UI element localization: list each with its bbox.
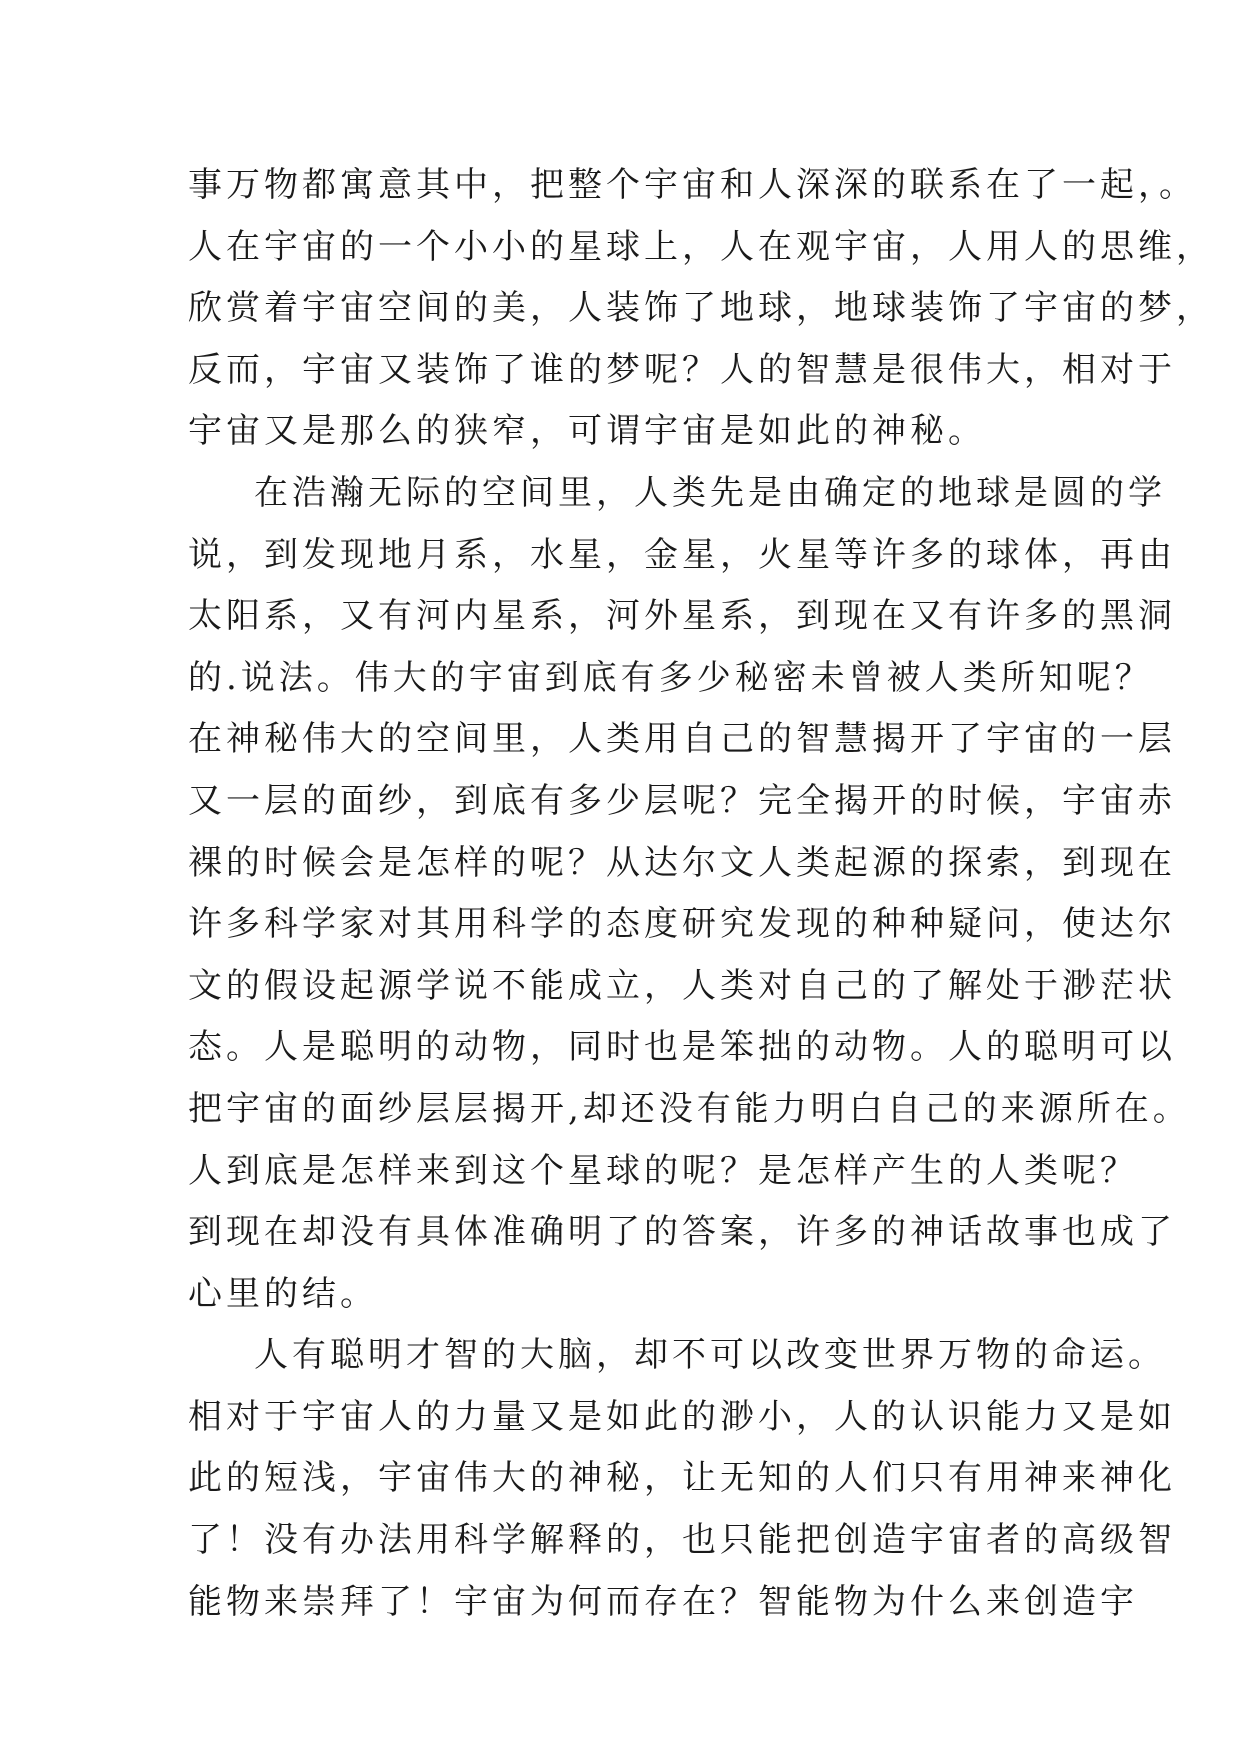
text-line: 相对于宇宙人的力量又是如此的渺小，人的认识能力又是如 <box>188 1396 1176 1437</box>
text-line: 在神秘伟大的空间里，人类用自己的智慧揭开了宇宙的一层 <box>188 719 1176 760</box>
body-text <box>188 155 1214 1633</box>
text-line: 此的短浅，宇宙伟大的神秘，让无知的人们只有用神来神化 <box>188 1458 1176 1499</box>
text-line: 反而，宇宙又装饰了谁的梦呢？人的智慧是很伟大，相对于 <box>188 349 1176 390</box>
text-line: 的.说法。伟大的宇宙到底有多少秘密未曾被人类所知呢？ <box>188 657 1153 698</box>
text-line: 太阳系，又有河内星系，河外星系，到现在又有许多的黑洞 <box>188 596 1176 637</box>
text-line: 宇宙又是那么的狭窄，可谓宇宙是如此的神秘。 <box>188 411 986 452</box>
text-line: 事万物都寓意其中，把整个宇宙和人深深的联系在了一起，。 <box>188 165 1197 205</box>
text-line: 人到底是怎样来到这个星球的呢？是怎样产生的人类呢？ <box>188 1150 1138 1191</box>
text-line: 裸的时候会是怎样的呢？从达尔文人类起源的探索，到现在 <box>188 842 1176 883</box>
text-line: 到现在却没有具体准确明了的答案，许多的神话故事也成了 <box>188 1212 1176 1253</box>
text-line: 能物来崇拜了！宇宙为何而存在？智能物为什么来创造宇 <box>188 1581 1138 1622</box>
text-line: 心里的结。 <box>188 1273 378 1314</box>
text-line: 人在宇宙的一个小小的星球上，人在观宇宙，人用人的思维， <box>188 226 1214 267</box>
text-line: 许多科学家对其用科学的态度研究发现的种种疑问，使达尔 <box>188 904 1176 945</box>
text-line: 又一层的面纱，到底有多少层呢？完全揭开的时候，宇宙赤 <box>188 780 1176 821</box>
paragraph-first-line: 人有聪明才智的大脑，却不可以改变世界万物的命运。 <box>254 1335 1166 1376</box>
text-line: 把宇宙的面纱层层揭开,却还没有能力明白自己的来源所在。 <box>188 1088 1191 1129</box>
text-line: 态。人是聪明的动物，同时也是笨拙的动物。人的聪明可以 <box>188 1027 1176 1068</box>
text-line: 了！没有办法用科学解释的，也只能把创造宇宙者的高级智 <box>188 1520 1176 1561</box>
text-line: 文的假设起源学说不能成立，人类对自己的了解处于渺茫状 <box>188 965 1176 1006</box>
text-line: 说，到发现地月系，水星，金星，火星等许多的球体，再由 <box>188 534 1176 575</box>
text-line: 欣赏着宇宙空间的美，人装饰了地球，地球装饰了宇宙的梦， <box>188 288 1214 329</box>
paragraph-first-line: 在浩瀚无际的空间里，人类先是由确定的地球是圆的学 <box>254 472 1166 513</box>
